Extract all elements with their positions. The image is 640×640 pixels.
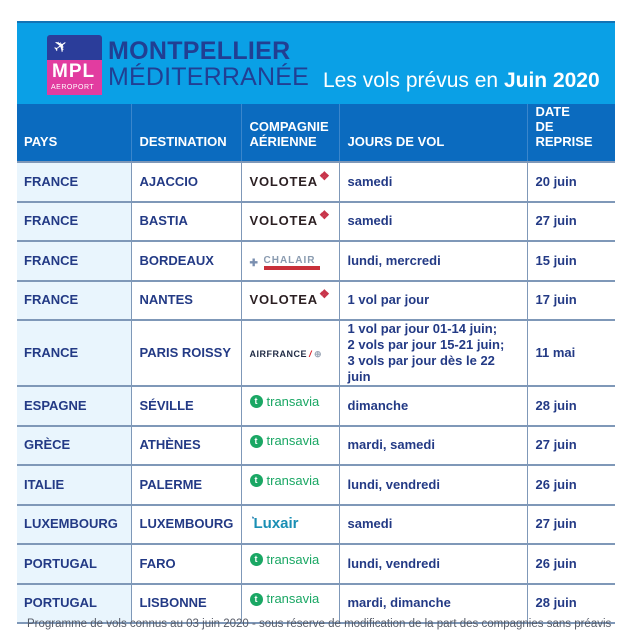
cell-date: 11 mai xyxy=(527,320,615,386)
cell-compagnie xyxy=(241,505,339,545)
footnote: Programme de vols connus au 03 juin 2020 - sous réserve de modification de la part des compagnies sans préavis xyxy=(27,618,612,630)
cell-jours: lundi, vendredi xyxy=(339,544,527,584)
cell-compagnie xyxy=(241,386,339,426)
volotea-logo: VOLOTEA ❖ xyxy=(249,287,331,308)
cell-jours: samedi xyxy=(339,505,527,545)
cell-pays: ITALIE xyxy=(17,465,131,505)
cell-pays: FRANCE xyxy=(17,162,131,202)
cell-destination: PALERME xyxy=(131,465,241,505)
cell-compagnie xyxy=(241,544,339,584)
airfrance-slash-icon: / xyxy=(309,348,313,359)
cell-date: 26 juin xyxy=(527,465,615,505)
brand-title-line1: MONTPELLIER xyxy=(108,37,291,65)
table-row xyxy=(17,426,615,466)
column-header-destination: DESTINATION xyxy=(131,104,241,162)
cell-destination: SÉVILLE xyxy=(131,386,241,426)
transavia-t-icon: t xyxy=(250,593,263,606)
transavia-logo: t transavia xyxy=(250,473,320,489)
cell-date: 28 juin xyxy=(527,584,615,624)
cell-pays: ESPAGNE xyxy=(17,386,131,426)
column-header-jours: JOURS DE VOL xyxy=(339,104,527,162)
mpl-airport-logo xyxy=(47,35,102,95)
transavia-t-icon: t xyxy=(250,553,263,566)
table-row xyxy=(17,281,615,321)
cell-jours: samedi xyxy=(339,202,527,242)
transavia-t-icon: t xyxy=(250,435,263,448)
cell-date: 27 juin xyxy=(527,505,615,545)
table-row xyxy=(17,505,615,545)
cell-compagnie xyxy=(241,202,339,242)
cell-compagnie xyxy=(241,465,339,505)
cell-pays: FRANCE xyxy=(17,320,131,386)
cell-destination: NANTES xyxy=(131,281,241,321)
cell-jours: lundi, mercredi xyxy=(339,241,527,281)
table-row xyxy=(17,162,615,202)
cell-compagnie xyxy=(241,241,339,281)
cell-compagnie xyxy=(241,426,339,466)
cell-destination: BASTIA xyxy=(131,202,241,242)
cell-jours: samedi xyxy=(339,162,527,202)
cell-date: 27 juin xyxy=(527,202,615,242)
column-header-pays: PAYS xyxy=(17,104,131,162)
chalair-wing-icon: ✚ xyxy=(249,258,258,270)
volotea-diamond-icon: ❖ xyxy=(318,208,331,223)
transavia-t-icon: t xyxy=(250,395,263,408)
cell-destination: BORDEAUX xyxy=(131,241,241,281)
luxair-swirl-icon: ◔ xyxy=(249,513,255,524)
plane-icon: ✈ xyxy=(49,34,73,59)
table-header-row xyxy=(17,104,615,162)
cell-date: 15 juin xyxy=(527,241,615,281)
cell-pays: PORTUGAL xyxy=(17,544,131,584)
cell-destination: FARO xyxy=(131,544,241,584)
cell-date: 27 juin xyxy=(527,426,615,466)
luxair-logo: ◔ Luxair xyxy=(250,516,299,532)
cell-destination: LISBONNE xyxy=(131,584,241,624)
cell-jours: lundi, vendredi xyxy=(339,465,527,505)
transavia-logo: t transavia xyxy=(250,394,320,410)
cell-date: 17 juin xyxy=(527,281,615,321)
volotea-logo: VOLOTEA ❖ xyxy=(249,168,331,189)
flights-table xyxy=(17,104,615,624)
table-row xyxy=(17,241,615,281)
cell-jours: 1 vol par jour xyxy=(339,281,527,321)
logo-mark: MPL xyxy=(52,61,96,82)
cell-destination: AJACCIO xyxy=(131,162,241,202)
volotea-diamond-icon: ❖ xyxy=(318,287,331,302)
cell-pays: FRANCE xyxy=(17,281,131,321)
airfrance-logo: AIRFRANCE / ⊕ xyxy=(250,346,323,362)
cell-jours: dimanche xyxy=(339,386,527,426)
column-header-date: DATE DE REPRISE xyxy=(527,104,615,162)
transavia-logo: t transavia xyxy=(250,591,320,607)
cell-jours: 1 vol par jour 01-14 juin; 2 vols par jour 15-21 juin; 3 vols par jour dès le 22 juin xyxy=(339,320,527,386)
skyteam-icon: ⊕ xyxy=(314,348,323,359)
cell-compagnie xyxy=(241,320,339,386)
cell-jours: mardi, samedi xyxy=(339,426,527,466)
transavia-logo: t transavia xyxy=(250,433,320,449)
brand-title-line2: MÉDITERRANÉE xyxy=(108,63,310,91)
table-row xyxy=(17,544,615,584)
table-row xyxy=(17,465,615,505)
cell-destination: LUXEMBOURG xyxy=(131,505,241,545)
logo-tag: AEROPORT xyxy=(51,84,95,91)
cell-date: 26 juin xyxy=(527,544,615,584)
cell-compagnie xyxy=(241,162,339,202)
cell-pays: GRÈCE xyxy=(17,426,131,466)
cell-compagnie xyxy=(241,281,339,321)
table-row xyxy=(17,320,615,386)
page-subtitle: Les vols prévus en Juin 2020 xyxy=(323,69,600,92)
column-header-compagnie: COMPAGNIE AÉRIENNE xyxy=(241,104,339,162)
transavia-t-icon: t xyxy=(250,474,263,487)
cell-pays: LUXEMBOURG xyxy=(17,505,131,545)
chalair-logo: ✚ CHALAIR xyxy=(250,255,320,270)
cell-date: 20 juin xyxy=(527,162,615,202)
table-row xyxy=(17,202,615,242)
cell-pays: FRANCE xyxy=(17,241,131,281)
volotea-diamond-icon: ❖ xyxy=(318,168,331,183)
cell-pays: PORTUGAL xyxy=(17,584,131,624)
cell-date: 28 juin xyxy=(527,386,615,426)
cell-jours: mardi, dimanche xyxy=(339,584,527,624)
table-row xyxy=(17,386,615,426)
cell-pays: FRANCE xyxy=(17,202,131,242)
volotea-logo: VOLOTEA ❖ xyxy=(249,208,331,229)
cell-destination: ATHÈNES xyxy=(131,426,241,466)
transavia-logo: t transavia xyxy=(250,552,320,568)
cell-destination: PARIS ROISSY xyxy=(131,320,241,386)
